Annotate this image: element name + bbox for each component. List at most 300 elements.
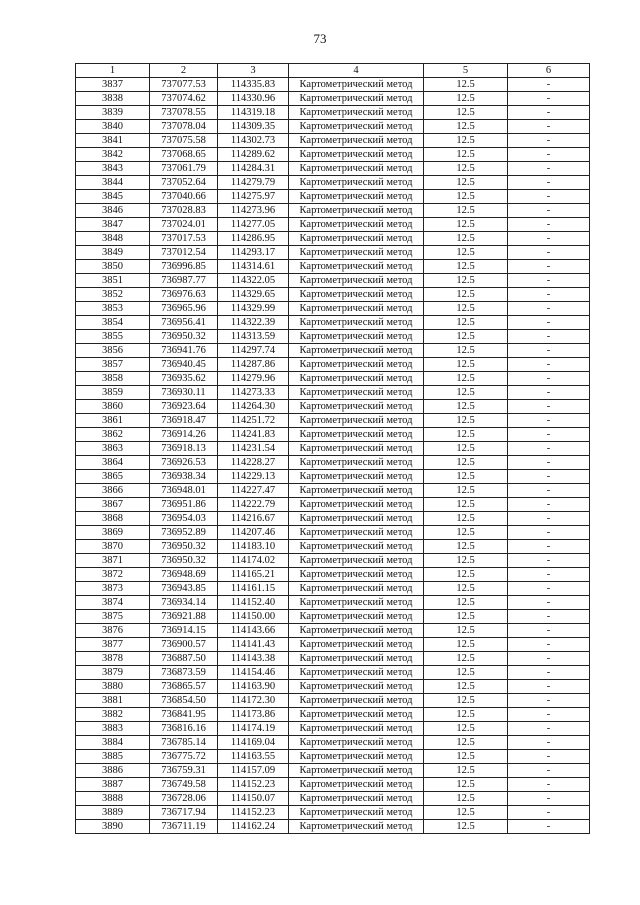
accuracy-cell: 12.5	[424, 582, 508, 596]
accuracy-cell: 12.5	[424, 694, 508, 708]
method-cell: Картометрический метод	[289, 400, 424, 414]
y-coordinate-cell: 114157.09	[218, 764, 289, 778]
x-coordinate-cell: 737012.54	[150, 246, 218, 260]
point-number-cell: 3838	[76, 92, 150, 106]
y-coordinate-cell: 114152.23	[218, 778, 289, 792]
table-row	[76, 204, 590, 218]
point-number-cell: 3875	[76, 610, 150, 624]
accuracy-cell: 12.5	[424, 596, 508, 610]
note-cell: -	[508, 610, 590, 624]
y-coordinate-cell: 114241.83	[218, 428, 289, 442]
page-number: 73	[313, 31, 327, 46]
y-coordinate-cell: 114313.59	[218, 330, 289, 344]
table-row	[76, 442, 590, 456]
header-row	[76, 64, 590, 78]
x-coordinate-cell: 737078.04	[150, 120, 218, 134]
point-number-cell: 3889	[76, 806, 150, 820]
method-cell: Картометрический метод	[289, 708, 424, 722]
table-row	[76, 512, 590, 526]
table-header	[76, 64, 590, 78]
accuracy-cell: 12.5	[424, 820, 508, 834]
method-cell: Картометрический метод	[289, 568, 424, 582]
accuracy-cell: 12.5	[424, 386, 508, 400]
note-cell: -	[508, 386, 590, 400]
point-number-cell: 3845	[76, 190, 150, 204]
note-cell: -	[508, 806, 590, 820]
accuracy-cell: 12.5	[424, 162, 508, 176]
method-cell: Картометрический метод	[289, 106, 424, 120]
point-number-cell: 3860	[76, 400, 150, 414]
method-cell: Картометрический метод	[289, 344, 424, 358]
note-cell: -	[508, 204, 590, 218]
table-row	[76, 176, 590, 190]
y-coordinate-cell: 114222.79	[218, 498, 289, 512]
table-row	[76, 78, 590, 92]
method-cell: Картометрический метод	[289, 736, 424, 750]
x-coordinate-cell: 736948.69	[150, 568, 218, 582]
method-cell: Картометрический метод	[289, 582, 424, 596]
x-coordinate-cell: 736921.88	[150, 610, 218, 624]
y-coordinate-cell: 114165.21	[218, 568, 289, 582]
table-row	[76, 638, 590, 652]
note-cell: -	[508, 232, 590, 246]
point-number-cell: 3846	[76, 204, 150, 218]
table-row	[76, 260, 590, 274]
point-number-cell: 3873	[76, 582, 150, 596]
accuracy-cell: 12.5	[424, 246, 508, 260]
table-row	[76, 148, 590, 162]
table-row	[76, 386, 590, 400]
y-coordinate-cell: 114330.96	[218, 92, 289, 106]
point-number-cell: 3876	[76, 624, 150, 638]
y-coordinate-cell: 114183.10	[218, 540, 289, 554]
point-number-cell: 3853	[76, 302, 150, 316]
accuracy-cell: 12.5	[424, 554, 508, 568]
table-row	[76, 232, 590, 246]
accuracy-cell: 12.5	[424, 610, 508, 624]
y-coordinate-cell: 114329.99	[218, 302, 289, 316]
table-row	[76, 568, 590, 582]
note-cell: -	[508, 78, 590, 92]
note-cell: -	[508, 162, 590, 176]
column-header-3: 3	[218, 64, 289, 78]
method-cell: Картометрический метод	[289, 526, 424, 540]
method-cell: Картометрический метод	[289, 92, 424, 106]
table-row	[76, 498, 590, 512]
y-coordinate-cell: 114297.74	[218, 344, 289, 358]
table-row	[76, 596, 590, 610]
table-row	[76, 428, 590, 442]
method-cell: Картометрический метод	[289, 358, 424, 372]
y-coordinate-cell: 114273.96	[218, 204, 289, 218]
accuracy-cell: 12.5	[424, 400, 508, 414]
method-cell: Картометрический метод	[289, 330, 424, 344]
x-coordinate-cell: 736854.50	[150, 694, 218, 708]
y-coordinate-cell: 114154.46	[218, 666, 289, 680]
note-cell: -	[508, 288, 590, 302]
y-coordinate-cell: 114172.30	[218, 694, 289, 708]
table-row	[76, 344, 590, 358]
x-coordinate-cell: 737024.01	[150, 218, 218, 232]
y-coordinate-cell: 114275.97	[218, 190, 289, 204]
point-number-cell: 3882	[76, 708, 150, 722]
note-cell: -	[508, 526, 590, 540]
method-cell: Картометрический метод	[289, 148, 424, 162]
y-coordinate-cell: 114150.00	[218, 610, 289, 624]
point-number-cell: 3883	[76, 722, 150, 736]
point-number-cell: 3843	[76, 162, 150, 176]
point-number-cell: 3886	[76, 764, 150, 778]
x-coordinate-cell: 737068.65	[150, 148, 218, 162]
accuracy-cell: 12.5	[424, 526, 508, 540]
accuracy-cell: 12.5	[424, 568, 508, 582]
note-cell: -	[508, 400, 590, 414]
y-coordinate-cell: 114141.43	[218, 638, 289, 652]
method-cell: Картометрический метод	[289, 176, 424, 190]
table-row	[76, 358, 590, 372]
method-cell: Картометрический метод	[289, 540, 424, 554]
note-cell: -	[508, 428, 590, 442]
note-cell: -	[508, 778, 590, 792]
note-cell: -	[508, 302, 590, 316]
method-cell: Картометрический метод	[289, 470, 424, 484]
x-coordinate-cell: 737075.58	[150, 134, 218, 148]
accuracy-cell: 12.5	[424, 764, 508, 778]
note-cell: -	[508, 638, 590, 652]
method-cell: Картометрический метод	[289, 428, 424, 442]
note-cell: -	[508, 666, 590, 680]
table-row	[76, 302, 590, 316]
method-cell: Картометрический метод	[289, 638, 424, 652]
method-cell: Картометрический метод	[289, 260, 424, 274]
note-cell: -	[508, 316, 590, 330]
y-coordinate-cell: 114284.31	[218, 162, 289, 176]
point-number-cell: 3856	[76, 344, 150, 358]
point-number-cell: 3870	[76, 540, 150, 554]
accuracy-cell: 12.5	[424, 624, 508, 638]
table-row	[76, 708, 590, 722]
accuracy-cell: 12.5	[424, 78, 508, 92]
accuracy-cell: 12.5	[424, 302, 508, 316]
point-number-cell: 3858	[76, 372, 150, 386]
note-cell: -	[508, 106, 590, 120]
note-cell: -	[508, 372, 590, 386]
y-coordinate-cell: 114163.90	[218, 680, 289, 694]
point-number-cell: 3867	[76, 498, 150, 512]
table-row	[76, 722, 590, 736]
y-coordinate-cell: 114162.24	[218, 820, 289, 834]
note-cell: -	[508, 260, 590, 274]
point-number-cell: 3868	[76, 512, 150, 526]
point-number-cell: 3859	[76, 386, 150, 400]
note-cell: -	[508, 274, 590, 288]
y-coordinate-cell: 114329.65	[218, 288, 289, 302]
x-coordinate-cell: 736717.94	[150, 806, 218, 820]
method-cell: Картометрический метод	[289, 162, 424, 176]
table-row	[76, 526, 590, 540]
x-coordinate-cell: 736950.32	[150, 554, 218, 568]
point-number-cell: 3861	[76, 414, 150, 428]
method-cell: Картометрический метод	[289, 442, 424, 456]
x-coordinate-cell: 737028.83	[150, 204, 218, 218]
accuracy-cell: 12.5	[424, 372, 508, 386]
table-row	[76, 92, 590, 106]
x-coordinate-cell: 737074.62	[150, 92, 218, 106]
accuracy-cell: 12.5	[424, 792, 508, 806]
x-coordinate-cell: 736996.85	[150, 260, 218, 274]
column-header-5: 5	[424, 64, 508, 78]
method-cell: Картометрический метод	[289, 652, 424, 666]
y-coordinate-cell: 114227.47	[218, 484, 289, 498]
method-cell: Картометрический метод	[289, 414, 424, 428]
note-cell: -	[508, 218, 590, 232]
method-cell: Картометрический метод	[289, 484, 424, 498]
table-row	[76, 162, 590, 176]
y-coordinate-cell: 114302.73	[218, 134, 289, 148]
point-number-cell: 3842	[76, 148, 150, 162]
point-number-cell: 3881	[76, 694, 150, 708]
y-coordinate-cell: 114152.23	[218, 806, 289, 820]
accuracy-cell: 12.5	[424, 750, 508, 764]
note-cell: -	[508, 414, 590, 428]
y-coordinate-cell: 114143.38	[218, 652, 289, 666]
table-row	[76, 330, 590, 344]
y-coordinate-cell: 114293.17	[218, 246, 289, 260]
table-row	[76, 288, 590, 302]
point-number-cell: 3848	[76, 232, 150, 246]
table-row	[76, 246, 590, 260]
table-row	[76, 694, 590, 708]
table-body	[76, 78, 590, 834]
accuracy-cell: 12.5	[424, 498, 508, 512]
method-cell: Картометрический метод	[289, 456, 424, 470]
x-coordinate-cell: 736918.13	[150, 442, 218, 456]
y-coordinate-cell: 114264.30	[218, 400, 289, 414]
method-cell: Картометрический метод	[289, 624, 424, 638]
point-number-cell: 3866	[76, 484, 150, 498]
point-number-cell: 3887	[76, 778, 150, 792]
accuracy-cell: 12.5	[424, 428, 508, 442]
accuracy-cell: 12.5	[424, 442, 508, 456]
point-number-cell: 3851	[76, 274, 150, 288]
table-row	[76, 218, 590, 232]
method-cell: Картометрический метод	[289, 610, 424, 624]
point-number-cell: 3885	[76, 750, 150, 764]
x-coordinate-cell: 736952.89	[150, 526, 218, 540]
y-coordinate-cell: 114309.35	[218, 120, 289, 134]
y-coordinate-cell: 114279.79	[218, 176, 289, 190]
accuracy-cell: 12.5	[424, 540, 508, 554]
note-cell: -	[508, 694, 590, 708]
table-row	[76, 680, 590, 694]
method-cell: Картометрический метод	[289, 316, 424, 330]
x-coordinate-cell: 736728.06	[150, 792, 218, 806]
accuracy-cell: 12.5	[424, 680, 508, 694]
point-number-cell: 3855	[76, 330, 150, 344]
accuracy-cell: 12.5	[424, 204, 508, 218]
table-row	[76, 652, 590, 666]
point-number-cell: 3839	[76, 106, 150, 120]
x-coordinate-cell: 736930.11	[150, 386, 218, 400]
point-number-cell: 3865	[76, 470, 150, 484]
point-number-cell: 3852	[76, 288, 150, 302]
accuracy-cell: 12.5	[424, 92, 508, 106]
table-row	[76, 582, 590, 596]
method-cell: Картометрический метод	[289, 120, 424, 134]
note-cell: -	[508, 568, 590, 582]
method-cell: Картометрический метод	[289, 554, 424, 568]
point-number-cell: 3888	[76, 792, 150, 806]
table-row	[76, 624, 590, 638]
column-header-2: 2	[150, 64, 218, 78]
accuracy-cell: 12.5	[424, 232, 508, 246]
method-cell: Картометрический метод	[289, 302, 424, 316]
y-coordinate-cell: 114174.02	[218, 554, 289, 568]
point-number-cell: 3874	[76, 596, 150, 610]
note-cell: -	[508, 330, 590, 344]
accuracy-cell: 12.5	[424, 120, 508, 134]
table-row	[76, 372, 590, 386]
point-number-cell: 3863	[76, 442, 150, 456]
x-coordinate-cell: 736943.85	[150, 582, 218, 596]
note-cell: -	[508, 358, 590, 372]
table-row	[76, 666, 590, 680]
x-coordinate-cell: 736956.41	[150, 316, 218, 330]
x-coordinate-cell: 737061.79	[150, 162, 218, 176]
accuracy-cell: 12.5	[424, 330, 508, 344]
accuracy-cell: 12.5	[424, 344, 508, 358]
table-row	[76, 120, 590, 134]
accuracy-cell: 12.5	[424, 470, 508, 484]
x-coordinate-cell: 736841.95	[150, 708, 218, 722]
table-row	[76, 274, 590, 288]
x-coordinate-cell: 736987.77	[150, 274, 218, 288]
note-cell: -	[508, 708, 590, 722]
note-cell: -	[508, 246, 590, 260]
y-coordinate-cell: 114174.19	[218, 722, 289, 736]
y-coordinate-cell: 114286.95	[218, 232, 289, 246]
y-coordinate-cell: 114152.40	[218, 596, 289, 610]
x-coordinate-cell: 736918.47	[150, 414, 218, 428]
point-number-cell: 3890	[76, 820, 150, 834]
note-cell: -	[508, 652, 590, 666]
table-row	[76, 106, 590, 120]
y-coordinate-cell: 114228.27	[218, 456, 289, 470]
table-row	[76, 414, 590, 428]
note-cell: -	[508, 92, 590, 106]
y-coordinate-cell: 114273.33	[218, 386, 289, 400]
y-coordinate-cell: 114207.46	[218, 526, 289, 540]
note-cell: -	[508, 582, 590, 596]
note-cell: -	[508, 512, 590, 526]
accuracy-cell: 12.5	[424, 638, 508, 652]
accuracy-cell: 12.5	[424, 358, 508, 372]
point-number-cell: 3884	[76, 736, 150, 750]
y-coordinate-cell: 114251.72	[218, 414, 289, 428]
x-coordinate-cell: 736940.45	[150, 358, 218, 372]
note-cell: -	[508, 680, 590, 694]
accuracy-cell: 12.5	[424, 148, 508, 162]
y-coordinate-cell: 114161.15	[218, 582, 289, 596]
point-number-cell: 3877	[76, 638, 150, 652]
accuracy-cell: 12.5	[424, 414, 508, 428]
y-coordinate-cell: 114314.61	[218, 260, 289, 274]
method-cell: Картометрический метод	[289, 190, 424, 204]
note-cell: -	[508, 820, 590, 834]
method-cell: Картометрический метод	[289, 792, 424, 806]
method-cell: Картометрический метод	[289, 134, 424, 148]
note-cell: -	[508, 190, 590, 204]
y-coordinate-cell: 114335.83	[218, 78, 289, 92]
method-cell: Картометрический метод	[289, 778, 424, 792]
table-row	[76, 736, 590, 750]
accuracy-cell: 12.5	[424, 708, 508, 722]
note-cell: -	[508, 442, 590, 456]
x-coordinate-cell: 736914.26	[150, 428, 218, 442]
x-coordinate-cell: 736775.72	[150, 750, 218, 764]
y-coordinate-cell: 114279.96	[218, 372, 289, 386]
point-number-cell: 3854	[76, 316, 150, 330]
note-cell: -	[508, 470, 590, 484]
accuracy-cell: 12.5	[424, 778, 508, 792]
note-cell: -	[508, 148, 590, 162]
accuracy-cell: 12.5	[424, 274, 508, 288]
method-cell: Картометрический метод	[289, 386, 424, 400]
x-coordinate-cell: 736948.01	[150, 484, 218, 498]
x-coordinate-cell: 736711.19	[150, 820, 218, 834]
y-coordinate-cell: 114169.04	[218, 736, 289, 750]
table-row	[76, 778, 590, 792]
x-coordinate-cell: 736938.34	[150, 470, 218, 484]
note-cell: -	[508, 176, 590, 190]
note-cell: -	[508, 764, 590, 778]
column-header-6: 6	[508, 64, 590, 78]
point-number-cell: 3840	[76, 120, 150, 134]
note-cell: -	[508, 750, 590, 764]
note-cell: -	[508, 344, 590, 358]
point-number-cell: 3857	[76, 358, 150, 372]
x-coordinate-cell: 736887.50	[150, 652, 218, 666]
method-cell: Картометрический метод	[289, 666, 424, 680]
point-number-cell: 3871	[76, 554, 150, 568]
accuracy-cell: 12.5	[424, 736, 508, 750]
note-cell: -	[508, 722, 590, 736]
accuracy-cell: 12.5	[424, 176, 508, 190]
x-coordinate-cell: 736816.16	[150, 722, 218, 736]
method-cell: Картометрический метод	[289, 694, 424, 708]
note-cell: -	[508, 540, 590, 554]
x-coordinate-cell: 736950.32	[150, 330, 218, 344]
method-cell: Картометрический метод	[289, 218, 424, 232]
x-coordinate-cell: 736785.14	[150, 736, 218, 750]
accuracy-cell: 12.5	[424, 484, 508, 498]
note-cell: -	[508, 736, 590, 750]
point-number-cell: 3847	[76, 218, 150, 232]
table-row	[76, 400, 590, 414]
method-cell: Картометрический метод	[289, 246, 424, 260]
table-row	[76, 554, 590, 568]
y-coordinate-cell: 114216.67	[218, 512, 289, 526]
method-cell: Картометрический метод	[289, 820, 424, 834]
x-coordinate-cell: 736950.32	[150, 540, 218, 554]
note-cell: -	[508, 456, 590, 470]
table-row	[76, 470, 590, 484]
accuracy-cell: 12.5	[424, 666, 508, 680]
y-coordinate-cell: 114229.13	[218, 470, 289, 484]
y-coordinate-cell: 114322.39	[218, 316, 289, 330]
x-coordinate-cell: 736954.03	[150, 512, 218, 526]
x-coordinate-cell: 736900.57	[150, 638, 218, 652]
